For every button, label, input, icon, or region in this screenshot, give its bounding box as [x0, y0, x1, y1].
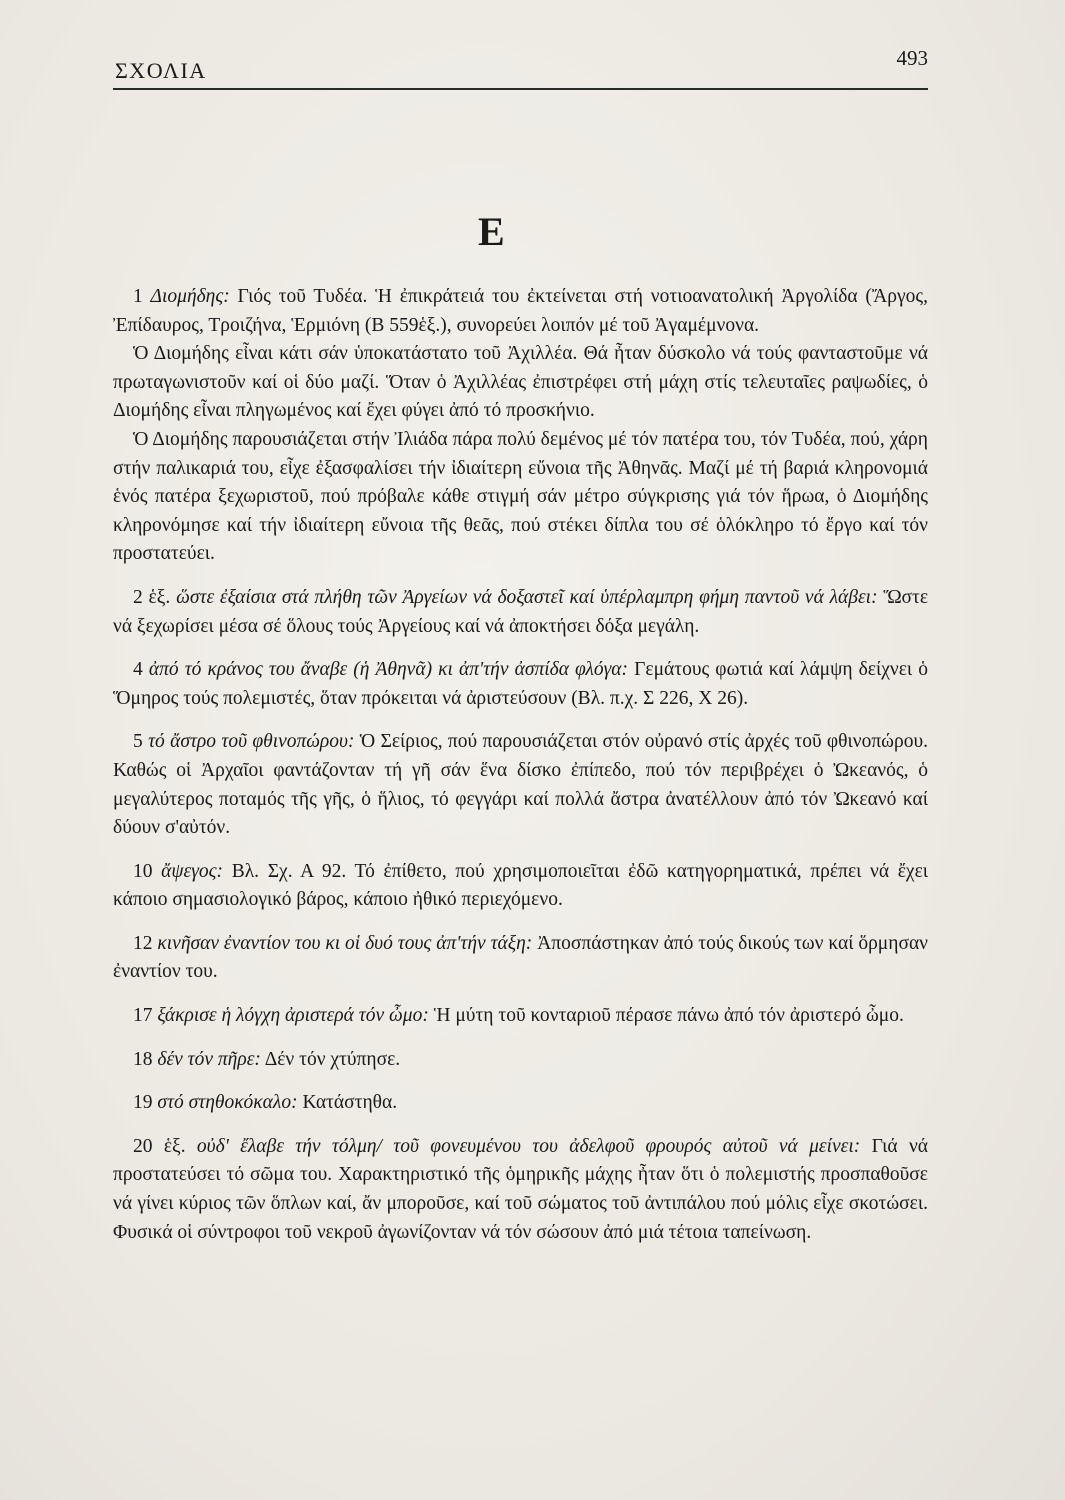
note-2 [113, 584, 928, 641]
header-rule [113, 88, 928, 90]
note-17 [113, 1002, 928, 1031]
note-12 [113, 930, 928, 987]
note-lemma: ξάκρισε ἡ λόγχη ἀριστερά τόν ὦμο: [157, 1005, 429, 1027]
note-number: 18 [133, 1048, 153, 1070]
note-text: Γιός τοῦ Τυδέα. Ἡ ἐπικράτειά του ἐκτείνεται στή νοτιοανατολική Ἀργολίδα (Ἄργος, Ἐπίδαυρος, Τροιζήνα, Ἑρμιόνη (Β 559ἑξ.), συνορεύει λοιπόν μέ τοῦ Ἀγαμέμνονα. [113, 286, 929, 336]
note-number: 5 [133, 731, 143, 753]
note-number: 2 ἑξ. [133, 586, 171, 608]
note-number: 10 [133, 860, 153, 882]
note-number: 12 [133, 932, 153, 954]
page-number: 493 [896, 46, 928, 70]
note-text: Γεμάτους φωτιά καί λάμψη δείχνει ὁ Ὅμηρος τούς πολεμιστές, ὅταν πρόκειται νά ἀριστεύσουν (Βλ. π.χ. Σ 226, Χ 26). [113, 659, 928, 709]
note-text: Ὁ Σείριος, πού παρουσιάζεται στόν οὐρανό στίς ἀρχές τοῦ φθινοπώρου. Καθώς οἱ Ἀρχαῖοι φαντάζονταν τή γῆ σάν ἕνα δίσκο ἐπίπεδο, πού τόν περιβρέχει ὁ Ὠκεανός, ὁ μεγαλύτερος ποταμός τῆς γῆς, ὁ ἥλιος, τό φεγγάρι καί πολλά ἄστρα ἀνατέλλουν ἀπό τόν Ὠκεανό καί δύουν σ'αὐτόν. [113, 731, 929, 839]
note-20 [113, 1133, 928, 1247]
note-number: 19 [133, 1092, 153, 1114]
note-text: Κατάστηθα. [297, 1092, 398, 1114]
note-10 [113, 858, 928, 915]
note-text: Ὁ Διομήδης παρουσιάζεται στήν Ἰλιάδα πάρα πολύ δεμένος μέ τόν πατέρα του, τόν Τυδέα, πού, χάρη στήν παλικαριά του, εἶχε ἐξασφαλίσει τήν ἰδιαίτερη εὔνοια τῆς Ἀθηνᾶς. Μαζί μέ τή βαριά κληρονομιά ἑνός πατέρα ξεχωριστοῦ, πού πρόβαλε κάθε στιγμή σάν μέτρο σύγκρισης γιά τόν ἥρωα, ὁ Διομήδης κληρονόμησε καί τήν ἰδιαίτερη εὔνοια τῆς θεᾶς, πού στέκει δίπλα του σέ ὁλόκληρο τό ἔργο καί τόν προστατεύει. [113, 428, 928, 565]
note-1 [113, 283, 928, 340]
running-head-title: ΣΧΟΛΙΑ [115, 58, 207, 83]
note-lemma: στό στηθοκόκαλο: [157, 1092, 298, 1114]
note-text: Δέν τόν χτύπησε. [260, 1048, 401, 1070]
note-text: Ἡ μύτη τοῦ κονταριοῦ πέρασε πάνω ἀπό τόν ἀριστερό ὦμο. [428, 1005, 904, 1027]
note-lemma: κινῆσαν ἐναντίον του κι οἱ δυό τους ἀπ'τήν τάξη: [157, 932, 533, 954]
note-5 [113, 728, 928, 842]
commentary-body [113, 283, 928, 1247]
note-lemma: ἄψεγος: [161, 860, 224, 882]
note-19 [113, 1089, 928, 1118]
note-text: Ὥστε νά ξεχωρίσει μέσα σέ ὅλους τούς Ἀργείους καί νά ἀποκτήσει δόξα μεγάλη. [113, 586, 929, 637]
note-4 [113, 656, 928, 713]
note-lemma: δέν τόν πῆρε: [157, 1048, 261, 1070]
note-1-para-2 [113, 340, 928, 426]
note-number: 20 ἑξ. [133, 1135, 186, 1157]
note-18 [113, 1046, 928, 1075]
note-lemma: Διομήδης: [150, 286, 230, 307]
note-text: Ἀποσπάστηκαν ἀπό τούς δικούς των καί ὅρμησαν ἐναντίον του. [113, 932, 929, 983]
note-lemma: ὥστε ἐξαίσια στά πλήθη τῶν Ἀργείων νά δοξαστεῖ καί ὑπέρλαμπρη φήμη παντοῦ νά λάβει: [176, 586, 878, 608]
note-number: 1 [133, 286, 143, 307]
running-head [113, 46, 928, 92]
note-text: Γιά νά προστατεύσει τό σῶμα του. Χαρακτηριστικό τῆς ὁμηρικῆς μάχης ἦταν ὅτι ὁ πολεμιστής προσπαθοῦσε νά γίνει κύριος τῶν ὅπλων καί, ἄν μποροῦσε, καί τοῦ σώματος τοῦ ἀντιπάλου πού μόλις εἶχε σκοτώσει. Φυσικά οἱ σύντροφοι τοῦ νεκροῦ ἀγωνίζονταν νά τόν σώσουν ἀπό μιά τέτοια ταπείνωση. [113, 1135, 928, 1243]
note-1-para-3 [113, 426, 928, 569]
note-lemma: ἀπό τό κράνος του ἄναβε (ἡ Ἀθηνᾶ) κι ἀπ'τήν ἀσπίδα φλόγα: [148, 659, 629, 681]
note-lemma: οὐδ' ἔλαβε τήν τόλμη/ τοῦ φονευμένου του ἀδελφοῦ φρουρός αὐτοῦ νά μείνει: [196, 1135, 861, 1157]
section-heading: Ε [478, 209, 506, 254]
note-lemma: τό ἄστρο τοῦ φθινοπώρου: [148, 731, 355, 753]
note-number: 17 [133, 1005, 153, 1027]
note-text: Ὁ Διομήδης εἶναι κάτι σάν ὑποκατάστατο τοῦ Ἀχιλλέα. Θά ἦταν δύσκολο νά τούς φανταστοῦμε νά πρωταγωνιστοῦν καί οἱ δύο μαζί. Ὅταν ὁ Ἀχιλλέας ἐπιστρέφει στή μάχη στίς τελευταῖες ραψωδίες, ὁ Διομήδης εἶναι πληγωμένος καί ἔχει φύγει ἀπό τό προσκήνιο. [113, 343, 928, 422]
note-text: Βλ. Σχ. Α 92. Τό ἐπίθετο, πού χρησιμοποιεῖται ἐδῶ κατηγορηματικά, πρέπει νά ἔχει κάποιο σημασιολογικό βάρος, κάποιο ἠθικό περιεχόμενο. [113, 860, 929, 911]
note-number: 4 [133, 659, 143, 681]
